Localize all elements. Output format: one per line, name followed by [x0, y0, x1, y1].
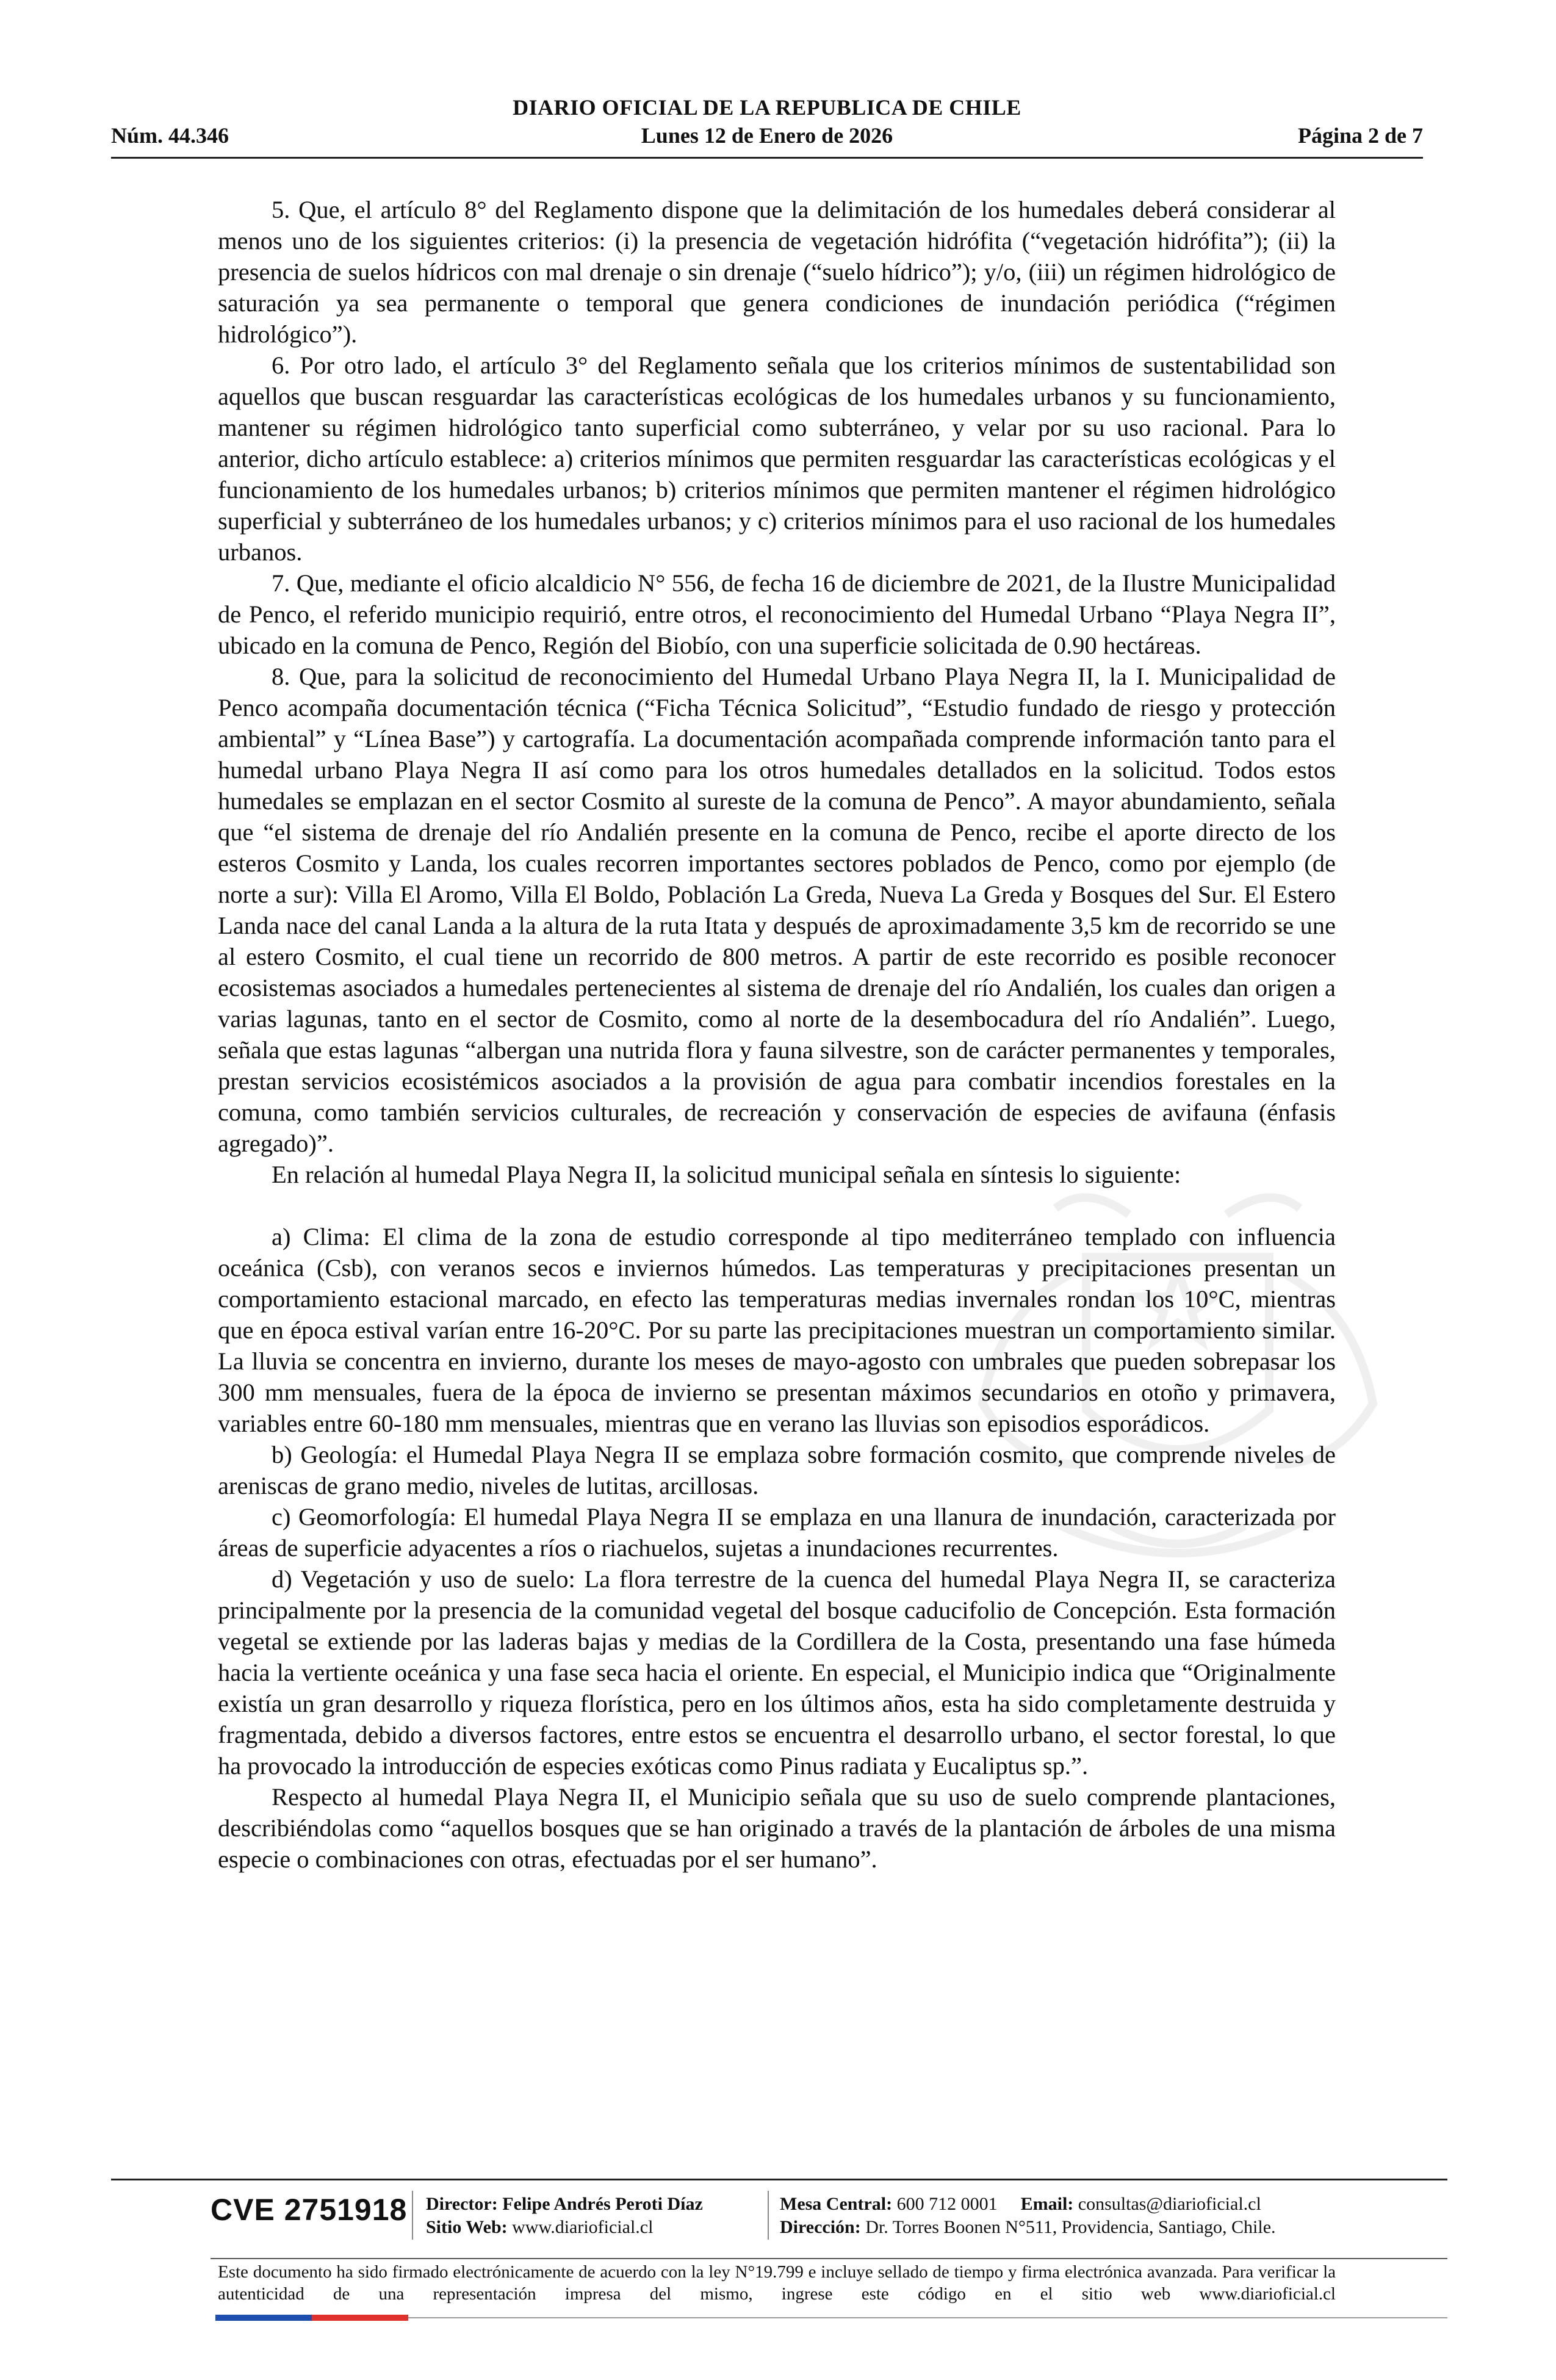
paragraph-summary-intro: En relación al humedal Playa Negra II, la solicitud municipal señala en síntesis lo siguiente:	[272, 1161, 1181, 1188]
website-link[interactable]: www.diarioficial.cl	[512, 2217, 654, 2237]
paragraph-vegetacion: d) Vegetación y uso de suelo: La flora terrestre de la cuenca del humedal Playa Negra II, se caracteriza principalmente por la presencia de la comunidad vegetal del bosque caducifolio de Concepción. Esta formación vegetal se extiende por las laderas bajas y medias de la Cordillera de la Costa, presentando una fase húmeda hacia la vertiente oceánica y una fase seca hacia el oriente. En especial, el Municipio indica que “Originalmente existía un gran desarrollo y riqueza florística, pero en los últimos años, esta ha sido completamente destruida y fragmentada, debido a diversos factores, entre estos se encuentra el desarrollo urbano, el sector forestal, lo que ha provocado la introducción de especies exóticas como Pinus radiata y Eucaliptus sp.”.	[218, 1565, 1336, 1780]
footer-contact-left	[426, 2193, 703, 2239]
director-label: Director:	[426, 2194, 498, 2214]
footer-separator	[768, 2191, 769, 2240]
flag-blue-segment	[215, 2315, 312, 2321]
address-line	[780, 2216, 1276, 2239]
paragraph-6: 6. Por otro lado, el artículo 3° del Reglamento señala que los criterios mínimos de sustentabilidad son aquellos que buscan resguardar las características ecológicas de los humedales urbanos y su funcionamiento, mantener su régimen hidrológico tanto superficial como subterráneo, y velar por su uso racional. Para lo anterior, dicho artículo establece: a) criterios mínimos que permiten resguardar las características ecológicas y el funcionamiento de los humedales urbanos; b) criterios mínimos que permiten mantener el régimen hidrológico superficial y subterráneo de los humedales urbanos; y c) criterios mínimos para el uso racional de los humedales urbanos.	[218, 352, 1336, 566]
flag-red-segment	[312, 2315, 408, 2321]
legal-note: Este documento ha sido firmado electrónicamente de acuerdo con la ley N°19.799 e incluye sellado de tiempo y firma electrónica avanzada. Para verificar la autenticidad de una representación impresa del mismo, ingrese este código en el sitio web www.diarioficial.cl	[218, 2262, 1336, 2304]
email-label: Email:	[1020, 2194, 1074, 2214]
document-body	[218, 194, 1336, 1875]
paragraph-7: 7. Que, mediante el oficio alcaldicio N° 556, de fecha 16 de diciembre de 2021, de la Ilustre Municipalidad de Penco, el referido municipio requirió, entre otros, el reconocimiento del Humedal Urbano “Playa Negra II”, ubicado en la comuna de Penco, Región del Biobío, con una superficie solicitada de 0.90 hectáreas.	[218, 569, 1336, 659]
director-name: Felipe Andrés Peroti Díaz	[502, 2194, 703, 2214]
header-divider	[111, 157, 1423, 159]
paragraph-clima: a) Clima: El clima de la zona de estudio corresponde al tipo mediterráneo templado con influencia oceánica (Csb), con veranos secos e inviernos húmedos. Las temperaturas y precipitaciones presentan un comportamiento estacional marcado, en efecto las temperaturas medias invernales rondan los 10°C, mientras que en época estival varían entre 16-20°C. Por su parte las precipitaciones muestran un comportamiento similar. La lluvia se concentra en invierno, durante los meses de mayo-agosto con umbrales que pueden sobrepasar los 300 mm mensuales, fuera de la época de invierno se presentan máximos secundarios en otoño y primavera, variables entre 60-180 mm mensuales, mientras que en verano las lluvias son episodios esporádicos.	[218, 1223, 1336, 1437]
gazette-title: DIARIO OFICIAL DE LA REPUBLICA DE CHILE	[513, 95, 1021, 120]
email-link[interactable]: consultas@diarioficial.cl	[1078, 2194, 1261, 2214]
director-line	[426, 2193, 703, 2216]
paragraph-uso-suelo: Respecto al humedal Playa Negra II, el Municipio señala que su uso de suelo comprende plantaciones, describiéndolas como “aquellos bosques que se han originado a través de la plantación de árboles de una misma especie o combinaciones con otras, efectuadas por el ser humano”.	[218, 1783, 1336, 1873]
footer-contact-right	[780, 2193, 1276, 2239]
paragraph-geologia: b) Geología: el Humedal Playa Negra II se emplaza sobre formación cosmito, que comprende niveles de areniscas de grano medio, niveles de lutitas, arcillosas.	[218, 1441, 1336, 1499]
flag-stripe	[215, 2315, 408, 2321]
website-line	[426, 2216, 703, 2239]
mesa-label: Mesa Central:	[780, 2194, 893, 2214]
website-label: Sitio Web:	[426, 2217, 508, 2237]
page-header	[111, 95, 1423, 156]
mesa-phone: 600 712 0001	[896, 2194, 998, 2214]
issue-date: Lunes 12 de Enero de 2026	[641, 123, 893, 148]
mesa-email-line	[780, 2193, 1276, 2216]
paragraph-5: 5. Que, el artículo 8° del Reglamento dispone que la delimitación de los humedales deberá considerar al menos uno de los siguientes criterios: (i) la presencia de vegetación hidrófita (“vegetación hidrófita”); (ii) la presencia de suelos hídricos con mal drenaje o sin drenaje (“suelo hídrico”); y/o, (iii) un régimen hidrológico de saturación ya sea permanente o temporal que genera condiciones de inundación periódica (“régimen hidrológico”).	[218, 196, 1336, 348]
cve-code: CVE 2751918	[211, 2193, 408, 2227]
bottom-rule	[408, 2317, 1447, 2318]
address-value: Dr. Torres Boonen N°511, Providencia, Santiago, Chile.	[865, 2217, 1276, 2237]
page-indicator: Página 2 de 7	[1297, 123, 1423, 148]
footer-divider	[211, 2258, 1447, 2259]
footer-separator	[412, 2191, 413, 2240]
paragraph-8: 8. Que, para la solicitud de reconocimiento del Humedal Urbano Playa Negra II, la I. Municipalidad de Penco acompaña documentación técnica (“Ficha Técnica Solicitud”, “Estudio fundado de riesgo y protección ambiental” y “Línea Base”) y cartografía. La documentación acompañada comprende información tanto para el humedal urbano Playa Negra II así como para los otros humedales detallados en la solicitud. Todos estos humedales se emplazan en el sector Cosmito al sureste de la comuna de Penco”. A mayor abundamiento, señala que “el sistema de drenaje del río Andalién presente en la comuna de Penco, recibe el aporte directo de los esteros Cosmito y Landa, los cuales recorren importantes sectores poblados de Penco, como por ejemplo (de norte a sur): Villa El Aromo, Villa El Boldo, Población La Greda, Nueva La Greda y Bosques del Sur. El Estero Landa nace del canal Landa a la altura de la ruta Itata y después de aproximadamente 3,5 km de recorrido se une al estero Cosmito, el cual tiene un recorrido de 800 metros. A partir de este recorrido es posible reconocer ecosistemas asociados a humedales pertenecientes al sistema de drenaje del río Andalién, los cuales dan origen a varias lagunas, tanto en el sector de Cosmito, como al norte de la desembocadura del río Andalién”. Luego, señala que estas lagunas “albergan una nutrida flora y fauna silvestre, son de carácter permanentes y temporales, prestan servicios ecosistémicos asociados a la provisión de agua para combatir incendios forestales en la comuna, como también servicios culturales, de recreación y conservación de especies de avifauna (énfasis agregado)”.	[218, 663, 1336, 1157]
address-label: Dirección:	[780, 2217, 861, 2237]
paragraph-geomorfologia: c) Geomorfología: El humedal Playa Negra II se emplaza en una llanura de inundación, caracterizada por áreas de superficie adyacentes a ríos o riachuelos, sujetas a inundaciones recurrentes.	[218, 1503, 1336, 1562]
footer-divider	[111, 2179, 1447, 2180]
issue-number: Núm. 44.346	[111, 123, 229, 148]
